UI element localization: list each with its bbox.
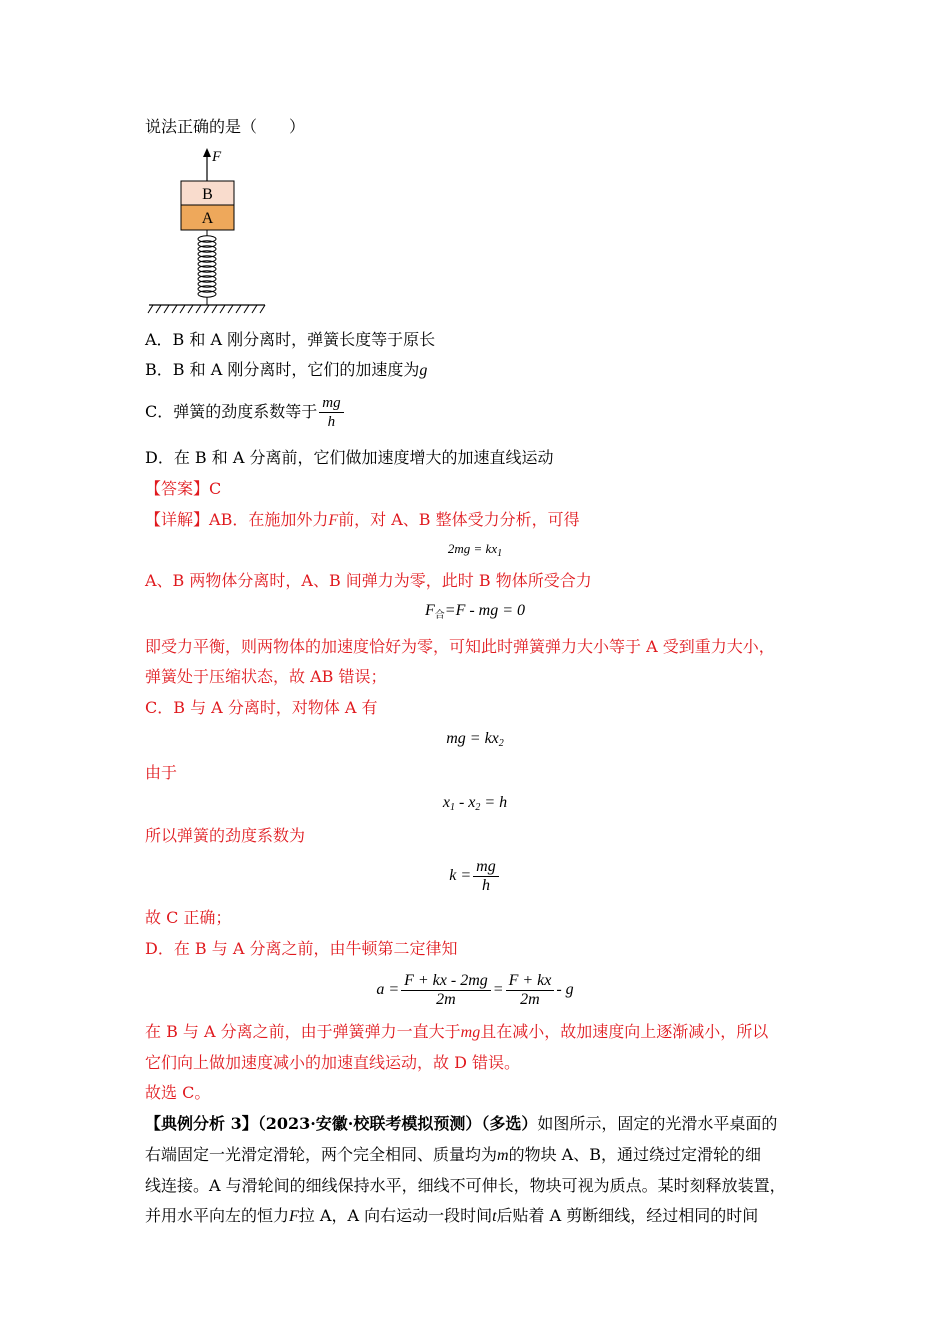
option-c [145,390,346,434]
next-example-line-4-c: 后贴着 A 剪断细线，经过相同的时间 [496,1206,759,1225]
next-example-line-2 [145,1144,761,1167]
equation-1-main: 2mg = kx [447,541,498,556]
equation-5-num: mg [473,858,499,877]
equation-5-den: h [481,876,490,894]
next-example-line-4-a: 并用水平向左的恒力 [145,1206,290,1225]
block-b-label: B [202,186,213,203]
option-c-num: mg [319,394,343,413]
equation-4-sub2: 2 [475,802,481,813]
ground-hatch [148,305,265,313]
next-example-line-1-rest: 如图所示，固定的光滑水平桌面的 [537,1114,778,1133]
equation-6-eq: = [492,981,504,998]
equation-6-num2: F + kx [506,972,555,991]
option-c-den: h [327,414,336,430]
equation-4 [0,792,950,819]
explanation-line-8: 故 C 正确； [145,908,232,927]
equation-5 [0,854,950,898]
force-label: F [212,149,222,165]
next-example-label: 【典例分析 3】（2023·安徽·校联考模拟预测）（多选） [145,1114,538,1133]
explanation-line-9: D．在 B 与 A 分离之前，由牛顿第二定律知 [145,939,458,958]
equation-6-den2: 2m [520,990,540,1008]
equation-6-fraction-1 [401,972,491,1009]
option-b-var: g [419,362,428,379]
option-a: A．B 和 A 刚分离时，弹簧长度等于原长 [145,330,436,349]
option-b-text: B．B 和 A 刚分离时，它们的加速度为 [145,360,420,379]
explanation-line-10-var: mg [460,1024,481,1041]
equation-2-sub: 合 [434,610,445,621]
equation-6-den1: 2m [436,990,456,1008]
explanation-line-3: 即受力平衡，则两物体的加速度恰好为零，可知此时弹簧弹力大小等于 A 受到重力大小， [145,637,775,656]
equation-6 [0,968,950,1012]
next-example-line-4 [145,1205,758,1228]
explanation-line-4: 弹簧处于压缩状态，故 AB 错误； [145,667,387,686]
next-example-line-2-a: 右端固定一光滑定滑轮，两个完全相同、质量均为 [145,1145,498,1164]
question-tail: 说法正确的是（ ） [145,117,306,136]
explanation-line-10-b: 且在减小，故加速度向上逐渐减小，所以 [480,1022,769,1041]
equation-4-c: = h [480,794,508,811]
explanation-line-7: 所以弹簧的劲度系数为 [145,826,306,845]
explanation-line-10 [145,1021,768,1044]
explanation-intro [145,509,580,532]
equation-5-lhs: k = [449,867,472,884]
equation-1-sub: 1 [497,548,503,559]
equation-5-fraction [473,858,499,895]
equation-2-rhs: =F - mg = 0 [444,602,526,619]
equation-1 [0,538,950,565]
equation-6-fraction-2 [506,972,555,1009]
equation-4-b: - x [454,794,476,811]
equation-6-lhs: a = [376,981,400,998]
equation-4-a: x [442,794,450,811]
next-example-line-4-var1: F [289,1208,299,1225]
explanation-intro-b: 前，对 A、B 整体受力分析，可得 [338,510,580,529]
equation-2-lhs: F [424,602,435,619]
next-example-line-2-var: m [497,1147,509,1164]
next-example-line-3: 线连接。A 与滑轮间的细线保持水平，细线不可伸长，物块可视为质点。某时刻释放装置， [145,1176,786,1195]
explanation-intro-a: AB．在施加外力 [209,510,329,529]
next-example-line-1 [145,1113,777,1135]
explanation-line-10-a: 在 B 与 A 分离之前，由于弹簧弹力一直大于 [145,1022,461,1041]
equation-4-sub1: 1 [449,802,455,813]
equation-3 [0,728,950,755]
equation-6-tail: - g [556,981,574,998]
block-a-label: A [201,210,214,227]
equation-2 [0,600,950,627]
explanation-label: 【详解】 [145,510,210,529]
explanation-line-11: 它们向上做加速度减小的加速直线运动，故 D 错误。 [145,1053,521,1072]
next-example-line-4-var2: t [492,1208,497,1225]
explanation-line-5: C．B 与 A 分离时，对物体 A 有 [145,698,378,717]
option-d: D．在 B 和 A 分离前，它们做加速度增大的加速直线运动 [145,448,554,467]
spring-coil [198,236,216,297]
explanation-intro-var: F [328,512,339,529]
option-b [145,359,427,382]
next-example-line-2-b: 的物块 A、B，通过绕过定滑轮的细 [508,1145,761,1164]
next-example-line-4-b: 拉 A，A 向右运动一段时间 [298,1206,493,1225]
explanation-line-6: 由于 [145,763,178,782]
explanation-line-12: 故选 C。 [145,1083,211,1102]
equation-6-num1: F + kx - 2mg [401,972,491,991]
equation-3-main: mg = kx [446,730,499,747]
option-c-fraction [319,394,343,431]
equation-3-sub: 2 [498,738,504,749]
option-c-text: C．弹簧的劲度系数等于 [145,402,318,421]
spring-block-figure [145,145,270,320]
answer-line: 【答案】C [145,479,222,498]
explanation-line-2: A、B 两物体分离时，A、B 间弹力为零，此时 B 物体所受合力 [145,571,592,590]
